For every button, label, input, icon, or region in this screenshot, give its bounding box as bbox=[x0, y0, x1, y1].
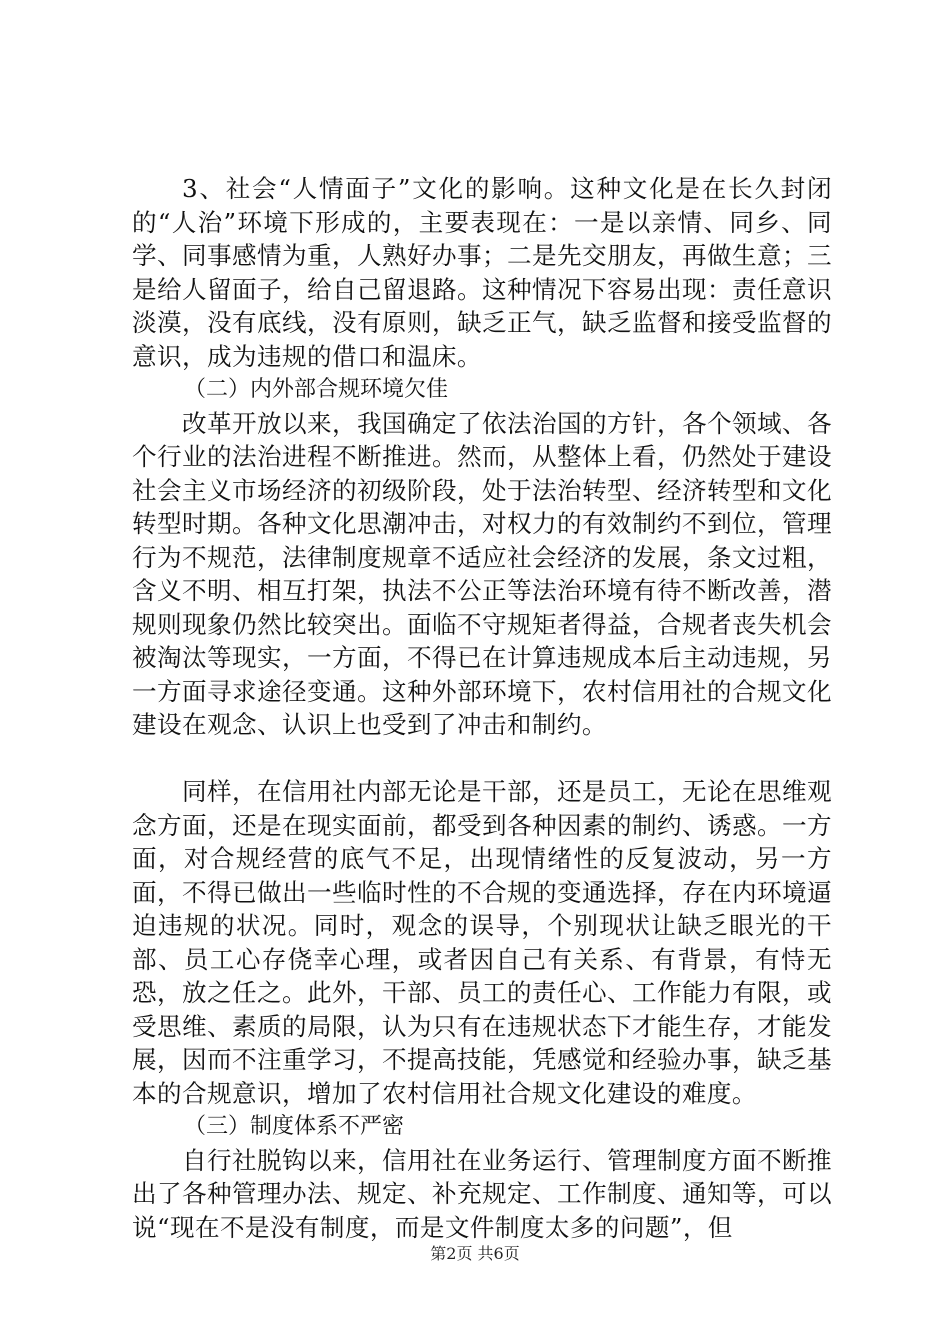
paragraph-internal-environment: 同样，在信用社内部无论是干部，还是员工，无论在思维观念方面，还是在现实面前，都受到各种因素的制约、诱惑。一方面，对合规经营的底气不足，出现情绪性的反复波动，另一方面，不得已做出一些临时性的不合规的变通选择，存在内环境逼迫违规的状况。同时，观念的误导，个别现状让缺乏眼光的干部、员工心存侥幸心理，或者因自己有关系、有背景，有恃无恐，放之任之。此外，干部、员工的责任心、工作能力有限，或受思维、素质的局限，认为只有在违规状态下才能生存，才能发展，因而不注重学习，不提高技能，凭感觉和经验办事，缺乏基本的合规意识，增加了农村信用社合规文化建设的难度。 bbox=[132, 777, 832, 1108]
paragraph-external-environment: 改革开放以来，我国确定了依法治国的方针，各个领域、各个行业的法治进程不断推进。然而，从整体上看，仍然处于建设社会主义市场经济的初级阶段，处于法治转型、经济转型和文化转型时期。各种文化思潮冲击，对权力的有效制约不到位，管理行为不规范，法律制度规章不适应社会经济的发展，条文过粗，含义不明、相互打架，执法不公正等法治环境有待不断改善，潜规则现象仍然比较突出。面临不守规矩者得益，合规者丧失机会被淘汰等现实，一方面，不得已在计算违规成本后主动违规，另一方面寻求途径变通。这种外部环境下，农村信用社的合规文化建设在观念、认识上也受到了冲击和制约。 bbox=[132, 408, 832, 739]
section-heading-3: （三）制度体系不严密 bbox=[184, 1114, 405, 1139]
page-number-footer: 第2页 共6页 bbox=[430, 1244, 520, 1263]
paragraph-spacer bbox=[132, 742, 832, 776]
document-body bbox=[132, 172, 832, 1244]
paragraph-social-culture: 3、社会“人情面子”文化的影响。这种文化是在长久封闭的“人治”环境下形成的，主要表现在：一是以亲情、同乡、同学、同事感情为重，人熟好办事；二是先交朋友，再做生意；三是给人留面子，给自己留退路。这种情况下容易出现：责任意识淡漠，没有底线，没有原则，缺乏正气，缺乏监督和接受监督的意识，成为违规的借口和温床。 bbox=[132, 174, 832, 371]
paragraph-system-rules: 自行社脱钩以来，信用社在业务运行、管理制度方面不断推出了各种管理办法、规定、补充规定、工作制度、通知等，可以说“现在不是没有制度，而是文件制度太多的问题”，但 bbox=[132, 1145, 832, 1242]
section-heading-2: （二）内外部合规环境欠佳 bbox=[184, 377, 449, 402]
